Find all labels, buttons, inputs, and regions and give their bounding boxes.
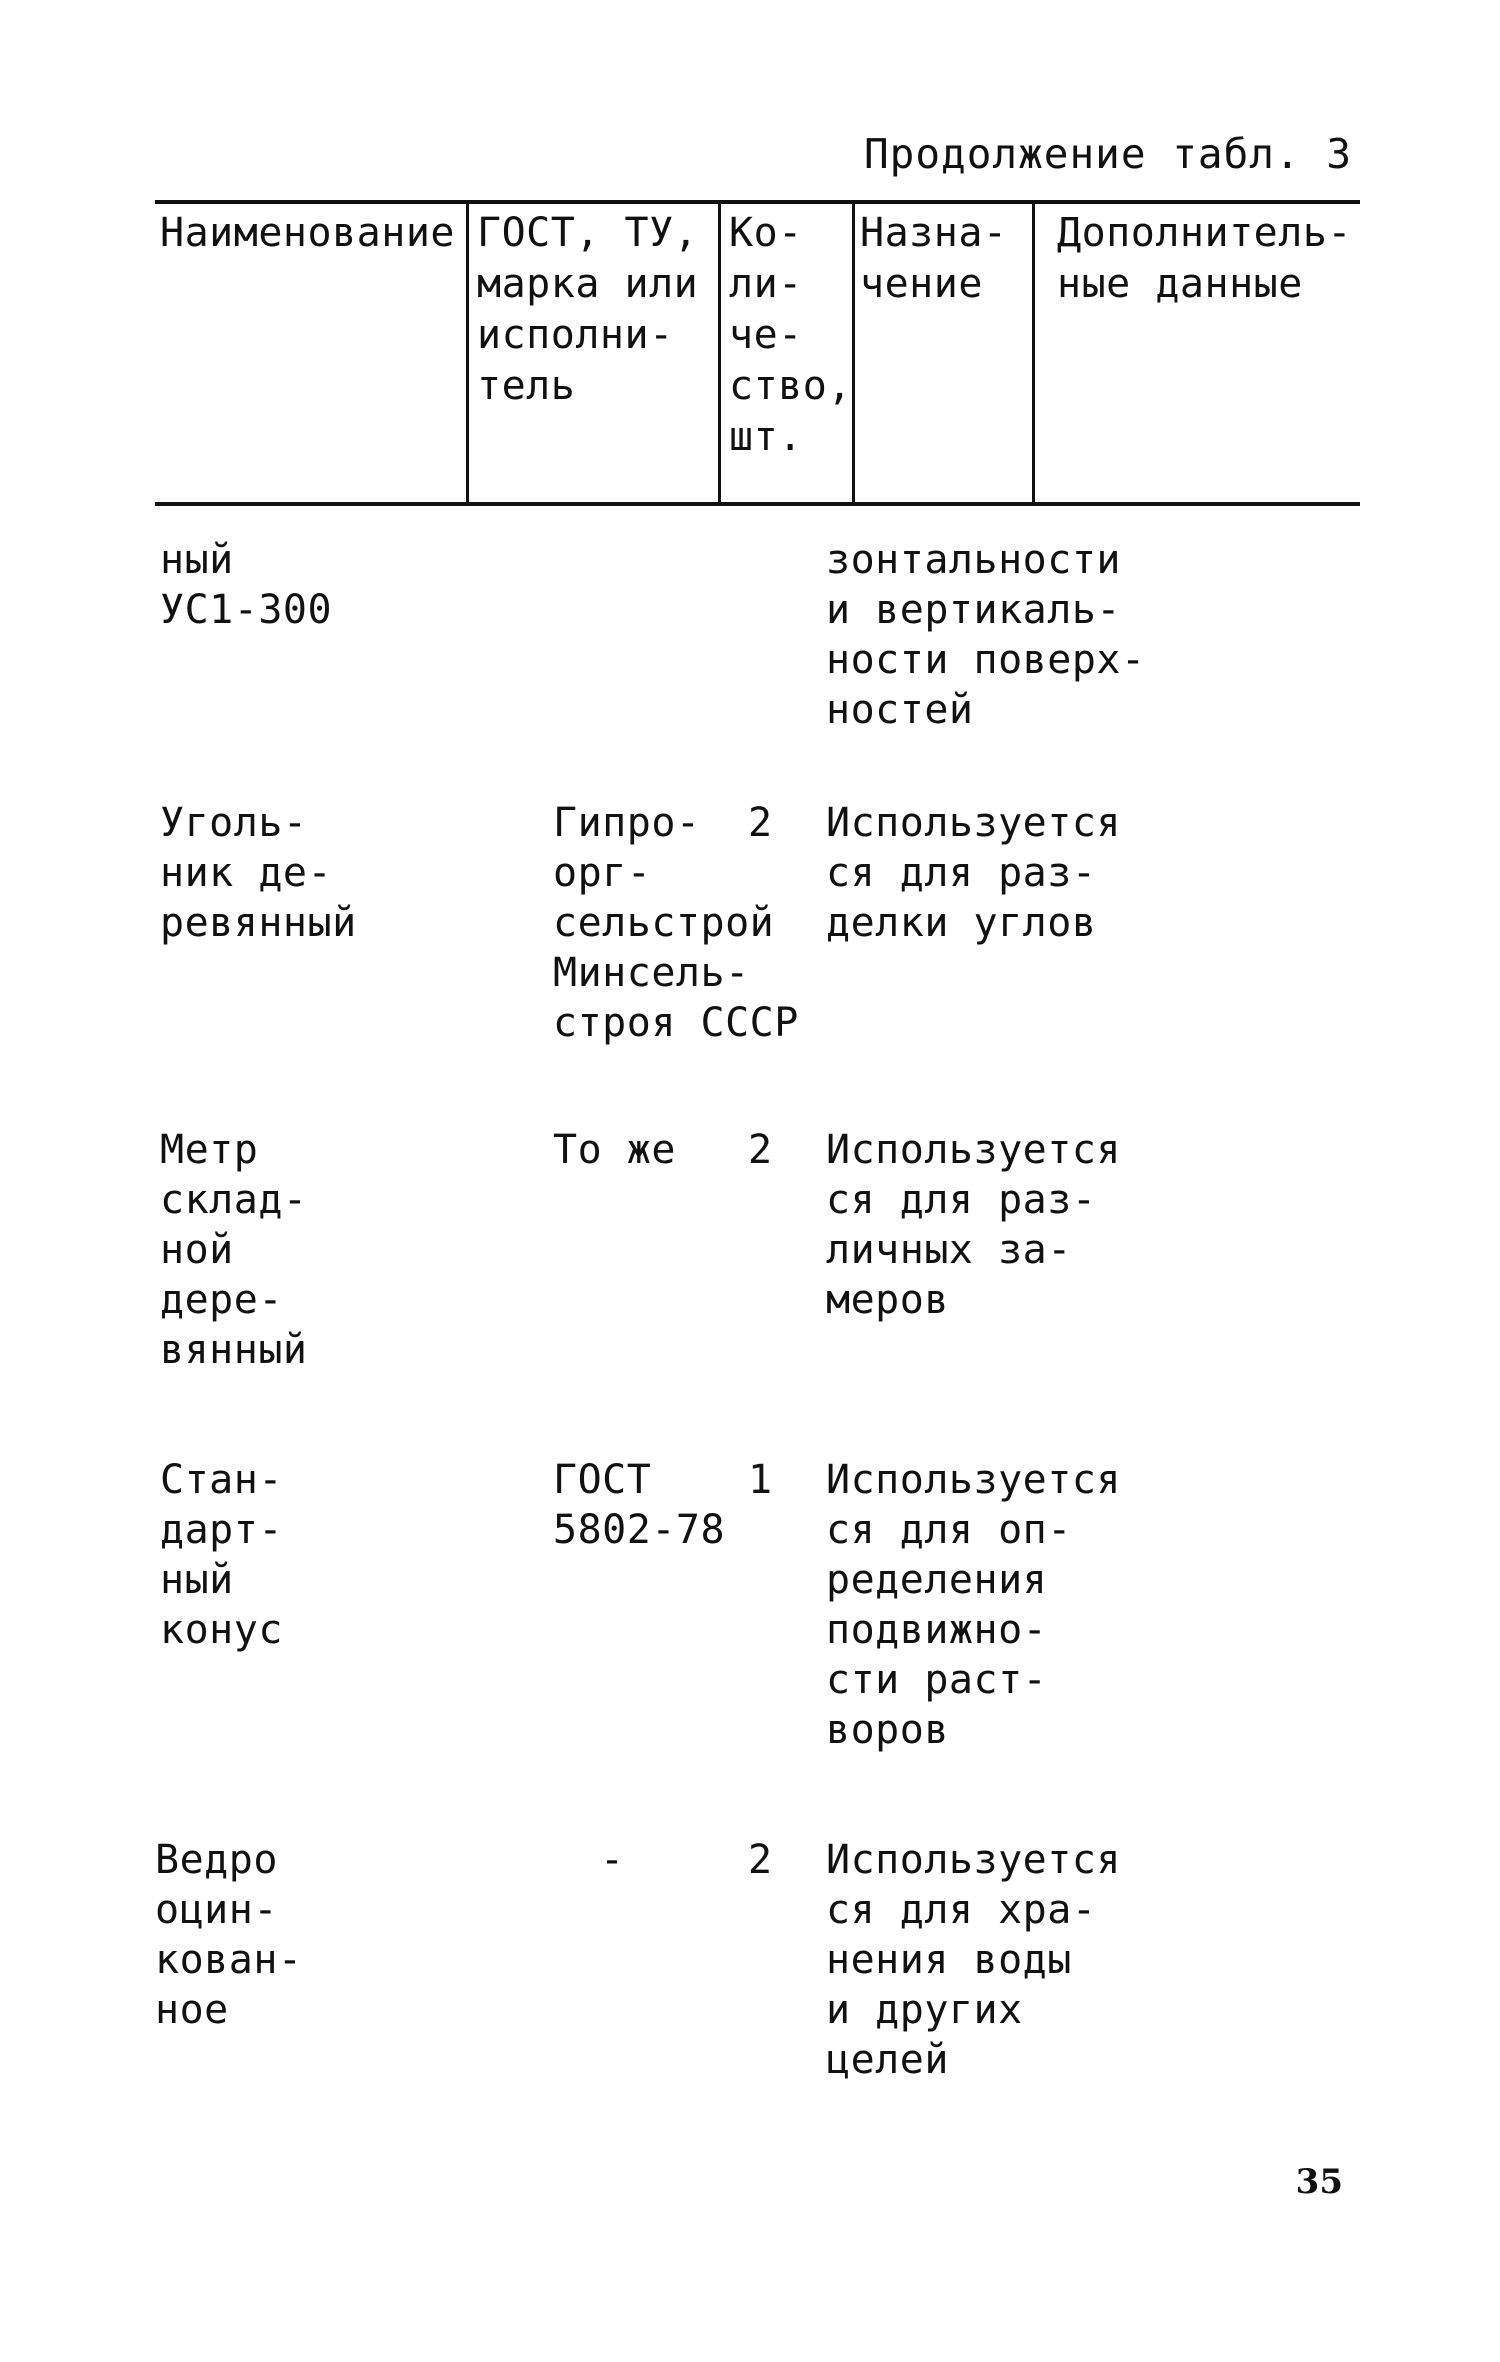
row-quantity: 2 xyxy=(748,1837,773,1883)
row-purpose: Используется ся для хра- нения воды и других целей xyxy=(826,1837,1121,2083)
row-gost: ГОСТ 5802-78 xyxy=(553,1457,726,1553)
table-top-rule xyxy=(155,200,1360,204)
row-name: Метр склад- ной дере- вянный xyxy=(160,1127,308,1373)
table-header-rule xyxy=(155,502,1360,506)
row-name: Уголь- ник де- ревянный xyxy=(160,800,357,946)
row-purpose: Используется ся для оп- ределения подвижно- сти раст- воров xyxy=(826,1457,1121,1753)
row-gost: - xyxy=(600,1837,625,1883)
row-quantity: 1 xyxy=(748,1457,773,1503)
row-name: ный УС1-300 xyxy=(160,537,333,633)
column-divider xyxy=(466,204,469,502)
row-name: Ведро оцин- кован- ное xyxy=(155,1837,303,2033)
row-quantity: 2 xyxy=(748,800,773,846)
row-purpose: Используется ся для раз- личных за- меров xyxy=(826,1127,1121,1323)
row-name: Стан- дарт- ный конус xyxy=(160,1457,283,1653)
column-divider xyxy=(1032,204,1035,502)
table-caption: Продолжение табл. 3 xyxy=(864,130,1352,178)
page-number: 35 xyxy=(1295,2162,1343,2202)
header-purpose: Назна- чение xyxy=(860,210,1008,307)
column-divider xyxy=(718,204,721,502)
row-purpose: зонтальности и вертикаль- ности поверх- ностей xyxy=(826,537,1146,733)
header-quantity: Ко- ли- че- ство, шт. xyxy=(729,210,852,460)
row-quantity: 2 xyxy=(748,1127,773,1173)
row-gost: Гипро- орг- сельстрой Минсель- строя СССР xyxy=(553,800,799,1046)
column-divider xyxy=(852,204,855,502)
row-purpose: Используется ся для раз- делки углов xyxy=(826,800,1121,946)
header-gost: ГОСТ, ТУ, марка или исполни- тель xyxy=(477,210,699,409)
header-additional: Дополнитель- ные данные xyxy=(1057,210,1352,307)
header-name: Наименование xyxy=(160,210,455,256)
row-gost: То же xyxy=(553,1127,676,1173)
